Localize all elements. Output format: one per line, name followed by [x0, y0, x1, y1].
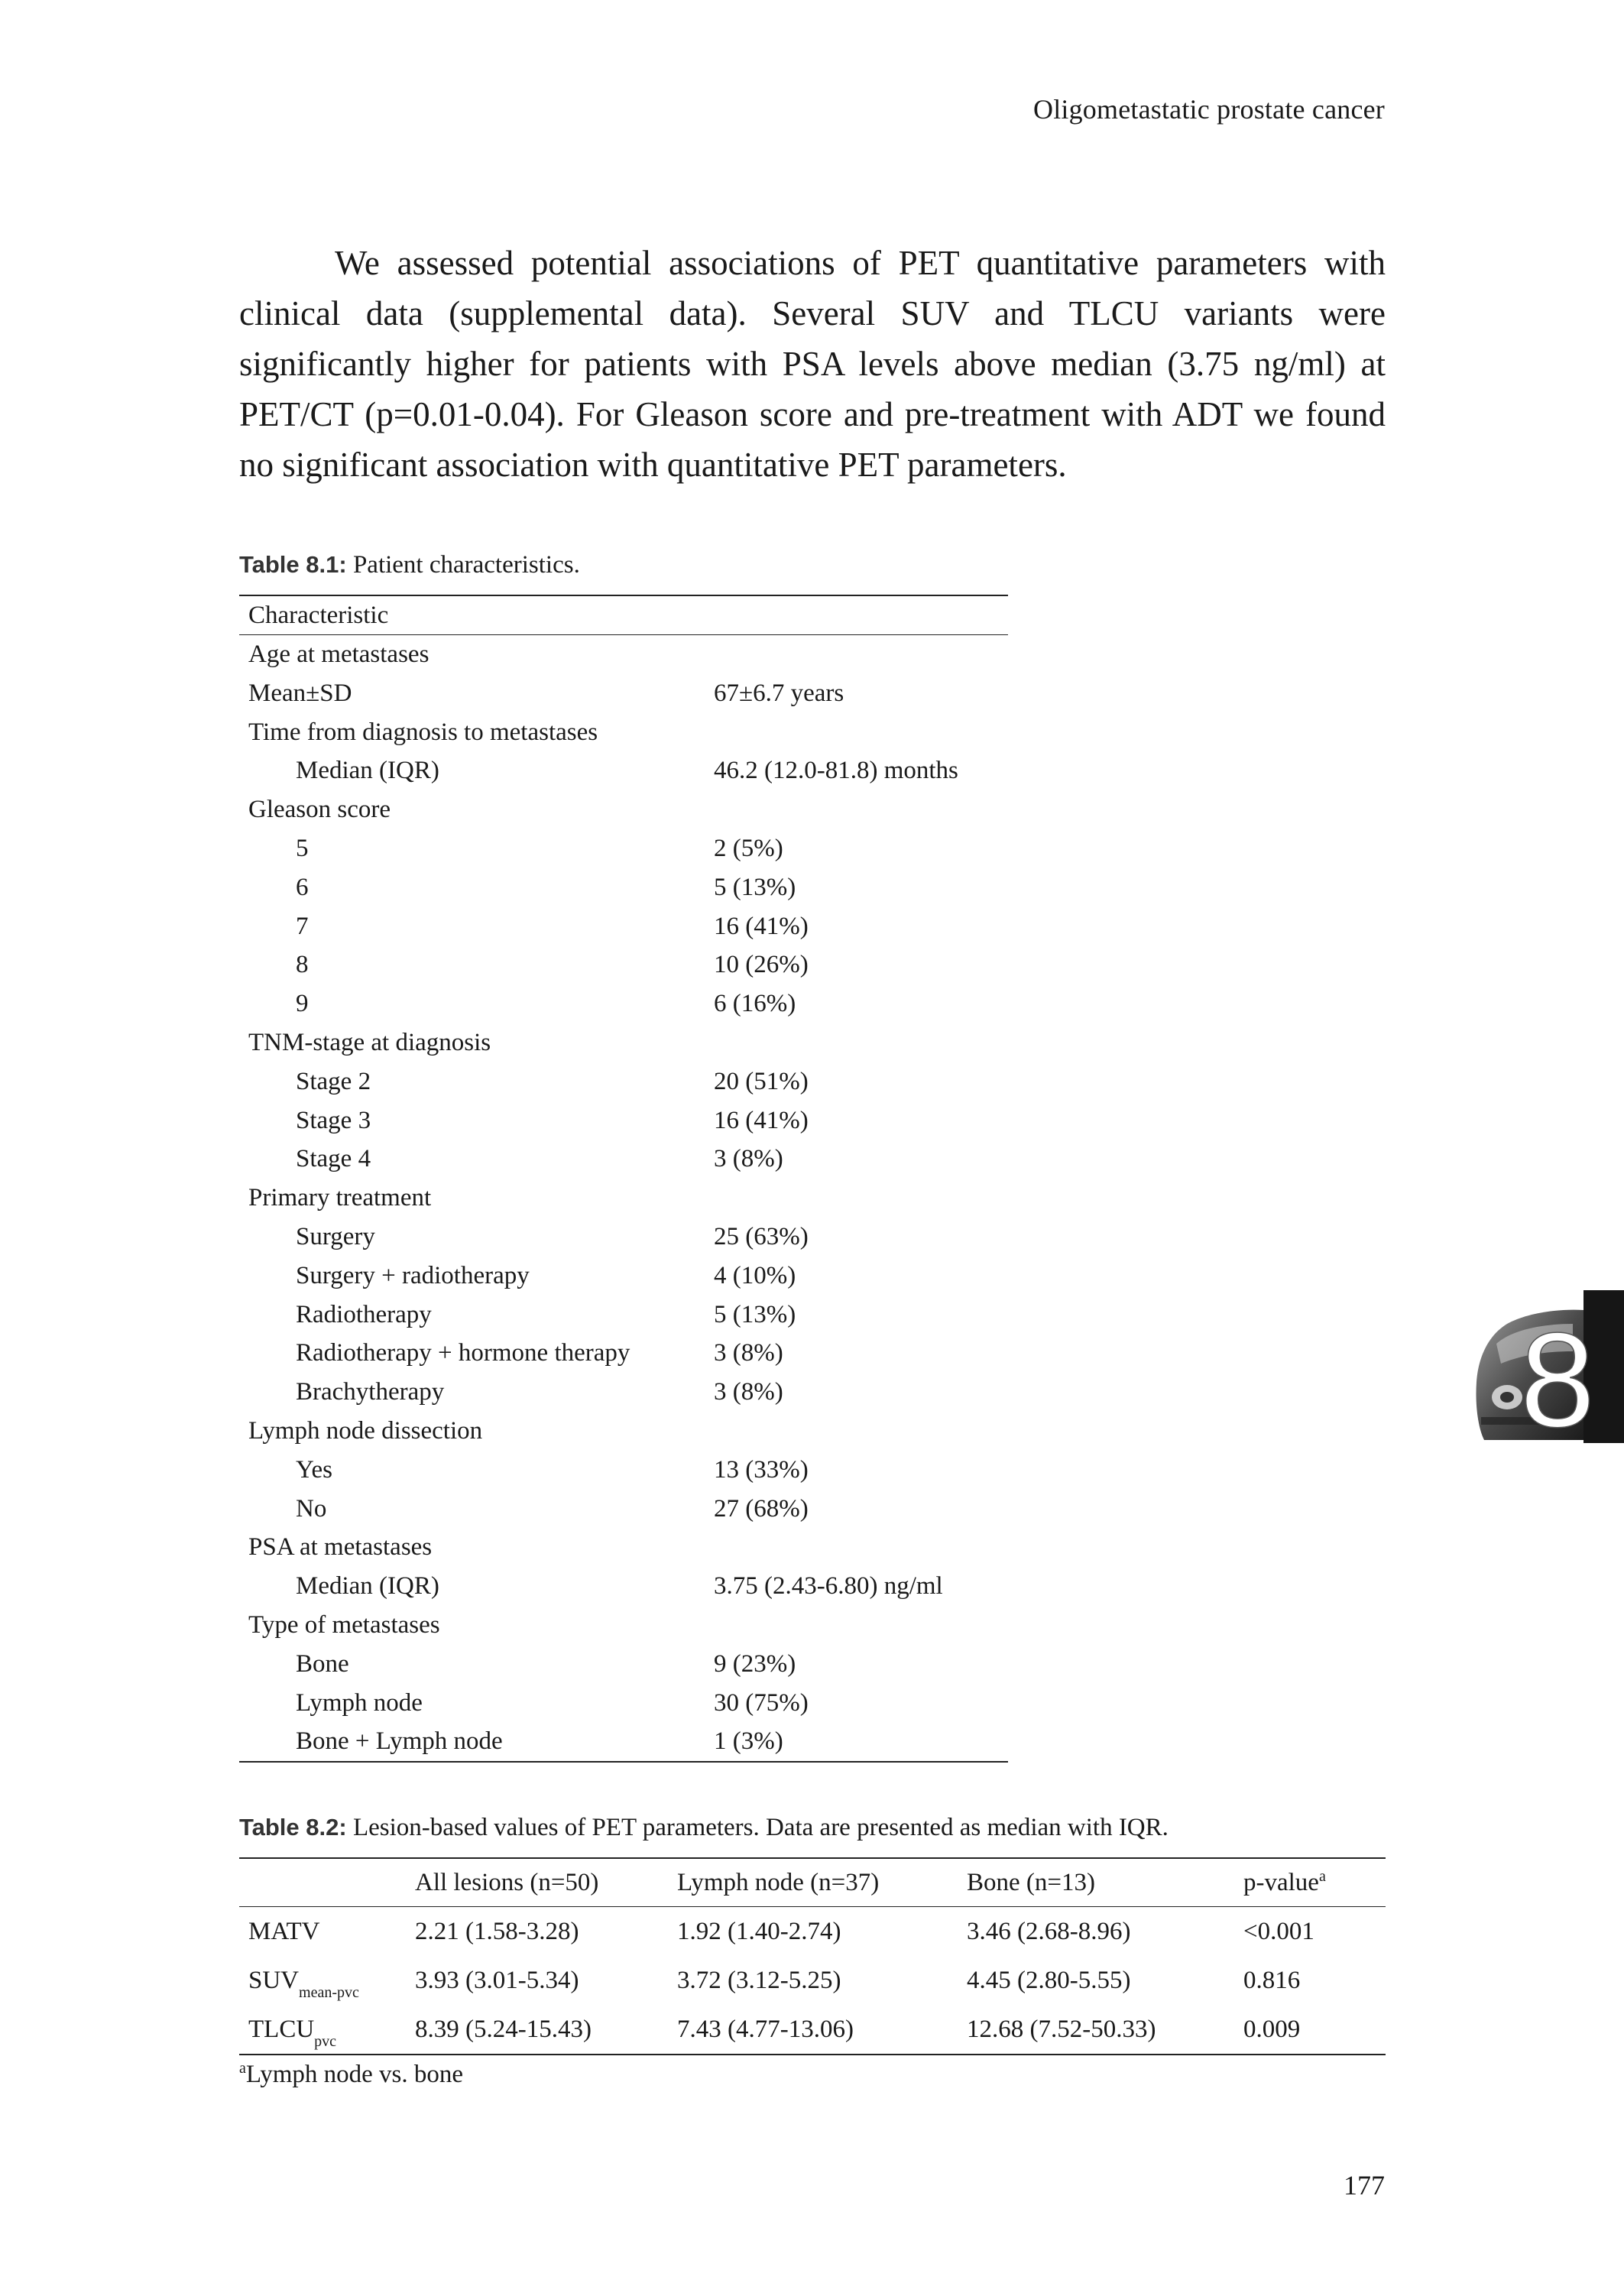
- table1-cell-value: 46.2 (12.0-81.8) months: [714, 757, 958, 785]
- chapter-thumb-car-icon: [1473, 1290, 1624, 1443]
- table2-header-lymph: Lymph node (n=37): [677, 1869, 880, 1896]
- table1-row: [239, 1257, 1008, 1296]
- table2-header-pvalue: [1243, 1859, 1326, 1909]
- table2-param-name: SUV: [248, 1967, 300, 1994]
- page-number: 177: [1344, 2170, 1385, 2201]
- table1-cell-value: 30 (75%): [714, 1688, 809, 1717]
- table1-cell-label: Mean±SD: [248, 679, 352, 707]
- table1-cell-value: 10 (26%): [714, 951, 809, 979]
- table1-row: [239, 1451, 1008, 1490]
- table1-row: [239, 1684, 1008, 1723]
- table-row: [239, 1907, 1386, 1956]
- table1-patient-characteristics: [239, 595, 1008, 1763]
- table1-row: [239, 907, 1008, 946]
- table2-cell-bone: 4.45 (2.80-5.55): [967, 1967, 1131, 1994]
- table1-cell-label: Stage 4: [296, 1145, 371, 1173]
- table1-row: [239, 868, 1008, 907]
- table2-param-name: MATV: [248, 1918, 320, 1945]
- table2-cell-parameter: [248, 1956, 359, 2008]
- table1-row: [239, 829, 1008, 868]
- table1-row: [239, 1101, 1008, 1140]
- table1-cell-label: 6: [296, 873, 309, 901]
- table1-cell-label: 5: [296, 834, 309, 862]
- table1-row: [239, 1645, 1008, 1684]
- table2-footnote-text: Lymph node vs. bone: [245, 2061, 464, 2088]
- table1-cell-label: Lymph node: [296, 1688, 423, 1717]
- table1-row: [239, 713, 1008, 752]
- table2-cell-bone: 12.68 (7.52-50.33): [967, 2016, 1156, 2043]
- table1-caption: [239, 551, 580, 579]
- table2-cell-all: 8.39 (5.24-15.43): [415, 2016, 592, 2043]
- table2-header-bone: Bone (n=13): [967, 1869, 1095, 1896]
- table2-cell-bone: 3.46 (2.68-8.96): [967, 1918, 1131, 1945]
- table1-cell-label: 9: [296, 990, 309, 1018]
- table1-header: Characteristic: [239, 596, 1008, 635]
- table1-row: [239, 1334, 1008, 1373]
- table2-footnote-sup: a: [239, 2060, 246, 2077]
- table2-cell-parameter: [248, 2005, 336, 2057]
- table2-cell-parameter: [248, 1907, 320, 1956]
- table1-cell-label: Surgery: [296, 1222, 375, 1250]
- table1-cell-value: 6 (16%): [714, 990, 796, 1018]
- table2-param-subscript: pvc: [314, 2033, 337, 2050]
- table1-row: [239, 751, 1008, 790]
- table1-caption-text: Patient characteristics.: [346, 551, 580, 579]
- table1-cell-label: No: [296, 1494, 327, 1523]
- table1-row: [239, 1567, 1008, 1606]
- chapter-number: 8: [1520, 1305, 1595, 1443]
- table1-row: [239, 1373, 1008, 1412]
- table2-caption-label: Table 8.2:: [239, 1814, 347, 1841]
- table1-cell-label: Surgery + radiotherapy: [296, 1261, 530, 1289]
- table1-row: [239, 984, 1008, 1023]
- table1-cell-value: 3 (8%): [714, 1339, 783, 1367]
- table1-row: [239, 1179, 1008, 1218]
- table1-cell-value: 16 (41%): [714, 1106, 809, 1134]
- table1-cell-label: Time from diagnosis to metastases: [248, 718, 598, 746]
- table1-cell-value: 27 (68%): [714, 1494, 809, 1523]
- table1-row: [239, 945, 1008, 984]
- body-paragraph: We assessed potential associations of PET quantitative parameters with clinical data (supplemental data). Several SUV and TLCU variants were significantly higher for patients with PSA levels above median (3.75 ng/ml) at PET/CT (p=0.01-0.04). For Gleason score and pre-treatment with ADT we found no significant association with quantitative PET parameters.: [239, 244, 1386, 484]
- table1-cell-value: 5 (13%): [714, 873, 796, 901]
- table2-cell-lymph: 1.92 (1.40-2.74): [677, 1918, 841, 1945]
- table1-cell-value: 1 (3%): [714, 1727, 783, 1756]
- table1-cell-label: Gleason score: [248, 796, 391, 824]
- table1-cell-label: Stage 2: [296, 1067, 371, 1095]
- table2-header-all: All lesions (n=50): [415, 1869, 599, 1896]
- table1-cell-label: Bone + Lymph node: [296, 1727, 503, 1756]
- table1-row: [239, 790, 1008, 829]
- table1-cell-label: Stage 3: [296, 1106, 371, 1134]
- table1-cell-label: Yes: [296, 1455, 333, 1484]
- table1-cell-value: 9 (23%): [714, 1649, 796, 1678]
- table2-param-subscript: mean-pvc: [299, 1984, 359, 2001]
- table1-cell-label: Type of metastases: [248, 1610, 440, 1639]
- table-row: [239, 2005, 1386, 2054]
- table1-cell-value: 13 (33%): [714, 1455, 809, 1484]
- table1-row: [239, 1296, 1008, 1335]
- table1-cell-value: 4 (10%): [714, 1261, 796, 1289]
- table1-row: [239, 1490, 1008, 1529]
- table1-cell-value: 5 (13%): [714, 1300, 796, 1328]
- table2-footnote: [239, 2061, 463, 2089]
- table1-cell-label: Median (IQR): [296, 1572, 439, 1601]
- table2-header-pvalue-text: p-value: [1243, 1869, 1319, 1896]
- table1-cell-label: Brachytherapy: [296, 1378, 445, 1406]
- table1-cell-label: 8: [296, 951, 309, 979]
- table1-cell-value: 3 (8%): [714, 1145, 783, 1173]
- table1-cell-value: 25 (63%): [714, 1222, 809, 1250]
- table2-param-name: TLCU: [248, 2016, 315, 2043]
- table1-row: [239, 1528, 1008, 1567]
- table2-cell-pvalue: 0.009: [1243, 2016, 1301, 2043]
- table1-row: [239, 1722, 1008, 1761]
- table1-cell-value: 20 (51%): [714, 1067, 809, 1095]
- table1-cell-label: Radiotherapy + hormone therapy: [296, 1339, 630, 1367]
- table1-row: [239, 635, 1008, 674]
- table1-row: [239, 674, 1008, 713]
- table1-cell-label: Age at metastases: [248, 641, 430, 668]
- table-row: [239, 1956, 1386, 2005]
- table2-header-pvalue-sup: a: [1318, 1868, 1326, 1885]
- table1-cell-label: 7: [296, 912, 309, 940]
- table1-caption-label: Table 8.1:: [239, 551, 347, 578]
- chapter-thumb-tab: [1473, 1290, 1624, 1443]
- table2-cell-lymph: 3.72 (3.12-5.25): [677, 1967, 841, 1994]
- table1-cell-label: Lymph node dissection: [248, 1416, 483, 1445]
- table1-cell-value: 3.75 (2.43-6.80) ng/ml: [714, 1572, 943, 1601]
- table1-cell-label: Median (IQR): [296, 757, 439, 785]
- table2-pet-parameters: [239, 1857, 1386, 2055]
- table1-row: [239, 1606, 1008, 1645]
- table2-caption: [239, 1814, 1169, 1842]
- running-head: Oligometastatic prostate cancer: [1033, 94, 1385, 125]
- table1-cell-value: 67±6.7 years: [714, 679, 844, 707]
- table2-header-row: [239, 1859, 1386, 1907]
- table1-cell-label: Primary treatment: [248, 1184, 432, 1212]
- table1-row: [239, 1412, 1008, 1451]
- table1-cell-value: 16 (41%): [714, 912, 809, 940]
- table1-cell-label: Radiotherapy: [296, 1300, 432, 1328]
- table1-row: [239, 1140, 1008, 1179]
- table1-row: [239, 1062, 1008, 1101]
- table1-cell-label: PSA at metastases: [248, 1533, 433, 1562]
- table2-cell-pvalue: <0.001: [1243, 1918, 1314, 1945]
- table1-cell-label: TNM-stage at diagnosis: [248, 1028, 491, 1056]
- table2-caption-text: Lesion-based values of PET parameters. Data are presented as median with IQR.: [346, 1814, 1169, 1841]
- table2-cell-all: 2.21 (1.58-3.28): [415, 1918, 579, 1945]
- table1-cell-value: 2 (5%): [714, 834, 783, 862]
- table2-cell-all: 3.93 (3.01-5.34): [415, 1967, 579, 1994]
- table1-cell-label: Bone: [296, 1649, 349, 1678]
- table1-row: [239, 1218, 1008, 1257]
- table2-cell-lymph: 7.43 (4.77-13.06): [677, 2016, 854, 2043]
- table1-row: [239, 1023, 1008, 1062]
- table1-cell-value: 3 (8%): [714, 1378, 783, 1406]
- table2-cell-pvalue: 0.816: [1243, 1967, 1301, 1994]
